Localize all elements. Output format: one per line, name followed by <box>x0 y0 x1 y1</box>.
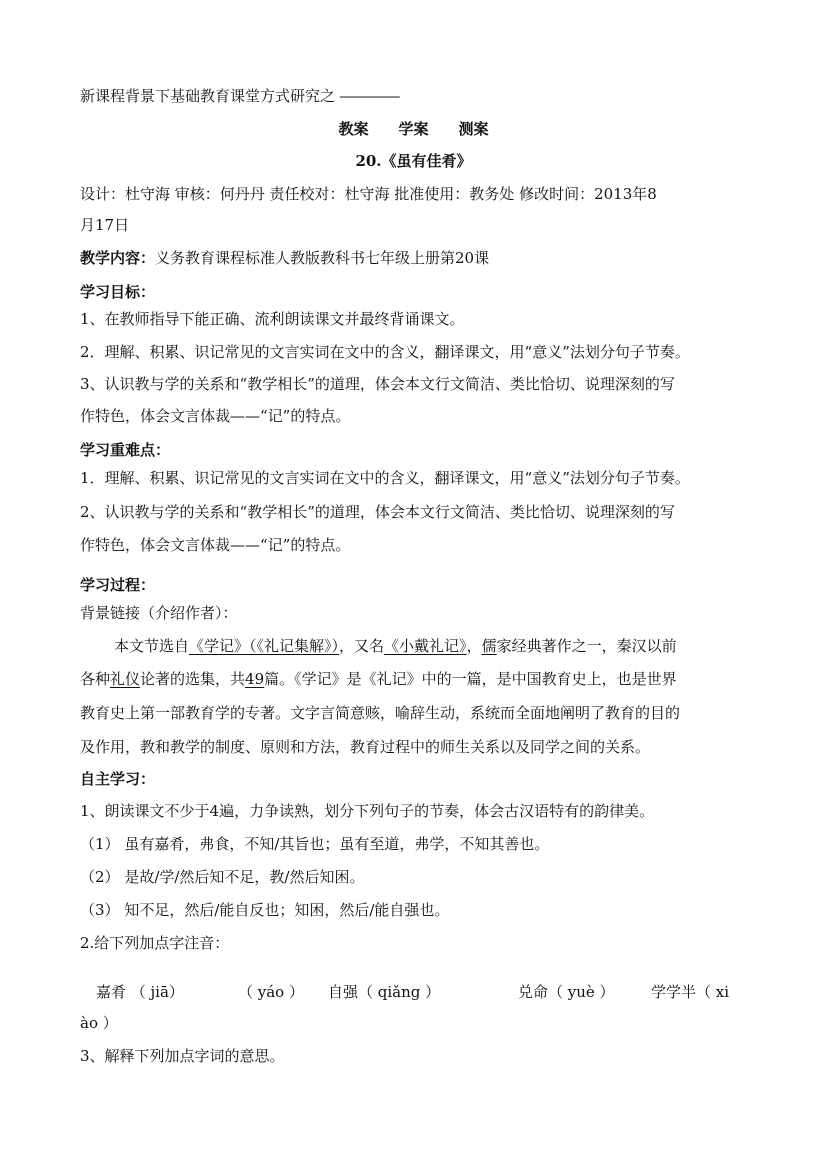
doc-titles <box>0 119 827 139</box>
sentence-text: 知不足，然后/能自反也；知困，然后/能自强也。 <box>124 901 450 919</box>
pinyin-item: 嘉肴 （ jiā） <box>96 983 184 1001</box>
goal-item: 作特色，体会文言体裁——“记”的特点。 <box>80 407 351 425</box>
sentence-item <box>80 867 365 887</box>
key-point-item: 1．理解、积累、识记常见的文言实词在文中的含义，翻译课文，用“意义”法划分句子节奏。 <box>80 469 690 487</box>
goal-item: 3、认识教与学的关系和“教学相长”的道理，体会本文行文简洁、类比恰切、说理深刻的写 <box>80 375 675 393</box>
meta-line-1: 设计：杜守海 审核：何丹丹 责任校对：杜守海 批准使用：教务处 修改时间：2013年8 <box>80 185 657 203</box>
question-2: 2.给下列加点字注音： <box>80 934 230 952</box>
meta-line-2: 月17日 <box>80 216 130 234</box>
series-title: 新课程背景下基础教育课堂方式研究之 ―――― <box>80 87 400 105</box>
underlined-text: 《学记》（《礼记集解》） <box>189 637 340 655</box>
key-point-item: 作特色，体会文言体裁——“记”的特点。 <box>80 536 351 554</box>
lesson-title: 20.《虽有佳肴》 <box>355 152 472 170</box>
sentence-item <box>80 834 549 854</box>
pinyin-item: 学学半（ xi <box>651 983 730 1001</box>
sentence-text: 是故/学/然后知不足，教/然后知困。 <box>124 868 365 886</box>
teaching-content <box>80 248 489 268</box>
underlined-text: 《小戴礼记》 <box>384 637 467 655</box>
sentence-text: 虽有嘉肴，弗食，不知/其旨也；虽有至道，弗学，不知其善也。 <box>124 835 550 853</box>
pinyin-item: 兑命（ yuè ） <box>518 983 615 1001</box>
teaching-content-label: 教学内容： <box>80 249 156 267</box>
title-xuean: 学案 <box>398 120 429 138</box>
sentence-item <box>80 900 449 920</box>
underlined-text: 礼仪 <box>110 670 141 688</box>
underlined-text: 49 <box>245 670 265 688</box>
goal-item: 2．理解、积累、识记常见的文言实词在文中的含义，翻译课文，用“意义”法划分句子节奏。 <box>80 343 690 361</box>
background-label: 背景链接（介绍作者）： <box>80 604 238 622</box>
process-heading: 学习过程： <box>80 576 156 594</box>
pinyin-item: 自强（ qiǎng ） <box>328 983 441 1001</box>
background-paragraph-line: 各种礼仪论著的选集，共49篇。《学记》是《礼记》中的一篇，是中国教育史上，也是世界 <box>80 670 677 688</box>
underlined-text: 儒 <box>481 637 497 655</box>
teaching-content-text: 义务教育课程标准人教版教科书七年级上册第20课 <box>155 249 490 267</box>
goals-heading: 学习目标： <box>80 283 156 301</box>
question-3: 3、解释下列加点字词的意思。 <box>80 1047 285 1065</box>
title-cean: 测案 <box>458 120 489 138</box>
pinyin-item: （ yáo ） <box>238 983 304 1001</box>
question-1: 1、朗读课文不少于4遍，力争读熟，划分下列句子的节奏，体会古汉语特有的韵律美。 <box>80 802 655 820</box>
sentence-number: （1） <box>80 835 120 853</box>
key-points-heading: 学习重难点： <box>80 441 171 459</box>
sentence-number: （3） <box>80 901 120 919</box>
background-paragraph-line: 本文节选自《学记》（《礼记集解》），又名《小戴礼记》，儒家经典著作之一，秦汉以前 <box>114 637 677 655</box>
pinyin-continuation: ào ） <box>80 1014 118 1032</box>
goal-item: 1、在教师指导下能正确、流利朗读课文并最终背诵课文。 <box>80 310 465 328</box>
title-jiaoan: 教案 <box>338 120 369 138</box>
background-paragraph-line: 及作用，教和教学的制度、原则和方法，教育过程中的师生关系以及同学之间的关系。 <box>80 738 651 756</box>
self-study-heading: 自主学习： <box>80 770 156 788</box>
background-paragraph-line: 教育史上第一部教育学的专著。文字言简意赅，喻辞生动，系统而全面地阐明了教育的目的 <box>80 704 681 722</box>
sentence-number: （2） <box>80 868 120 886</box>
key-point-item: 2、认识教与学的关系和“教学相长”的道理，体会本文行文简洁、类比恰切、说理深刻的写 <box>80 503 675 521</box>
